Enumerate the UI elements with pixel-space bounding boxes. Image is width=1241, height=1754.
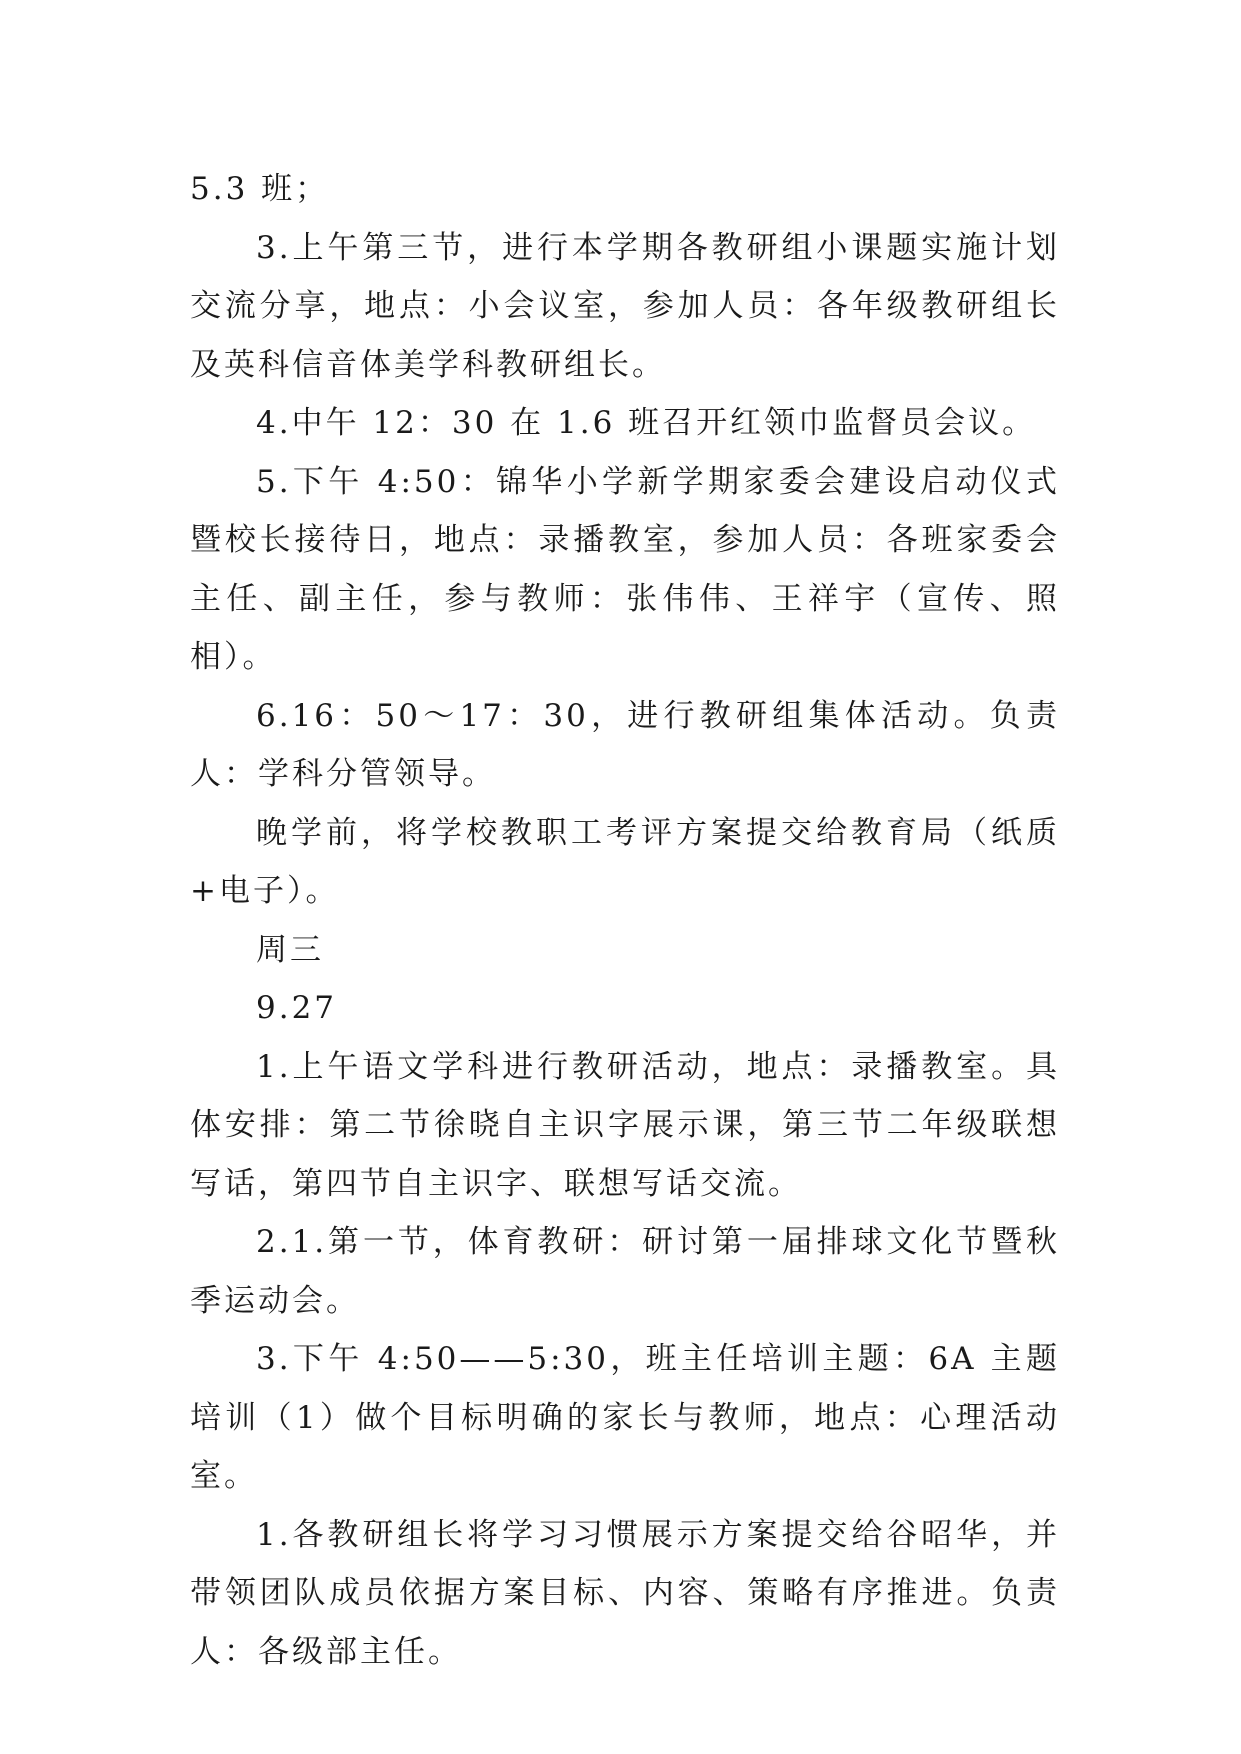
paragraph-item-3-research-sharing: 3.上午第三节，进行本学期各教研组小课题实施计划交流分享，地点：小会议室，参加人员：各年级教研组长及英科信音体美学科教研组长。 [190,229,1060,383]
paragraph-item-6-group-activity: 6.16：50～17：30，进行教研组集体活动。负责人：学科分管领导。 [190,697,1060,792]
paragraph-pe-research: 2.1.第一节，体育教研：研讨第一届排球文化节暨秋季运动会。 [190,1224,1060,1319]
paragraph-item-5-parent-committee: 5.下午 4:50：锦华小学新学期家委会建设启动仪式暨校长接待日，地点：录播教室，参加人员：各班家委会主任、副主任，参与教师：张伟伟、王祥宇（宣传、照相）。 [190,463,1060,675]
date-heading: 9.27 [256,990,338,1026]
weekday-heading: 周三 [256,931,324,968]
paragraph-chinese-research: 1.上午语文学科进行教研活动，地点：录播教室。具体安排：第二节徐晓自主识字展示课，第三节二年级联想写话，第四节自主识字、联想写话交流。 [190,1048,1060,1202]
paragraph-item-4-red-scarf-meeting: 4.中午 12：30 在 1.6 班召开红领巾监督员会议。 [256,405,1037,441]
paragraph-habits-plan: 1.各教研组长将学习习惯展示方案提交给谷昭华，并带领团队成员依据方案目标、内容、策略有序推进。负责人：各级部主任。 [190,1516,1060,1670]
paragraph-teacher-training: 3.下午 4:50——5:30，班主任培训主题：6A 主题培训（1）做个目标明确的家长与教师，地点：心理活动室。 [190,1341,1060,1494]
document-body [190,160,1060,1681]
paragraph-class-note: 5.3 班； [190,171,330,207]
paragraph-evaluation-submission: 晚学前，将学校教职工考评方案提交给教育局（纸质+电子）。 [190,814,1060,909]
